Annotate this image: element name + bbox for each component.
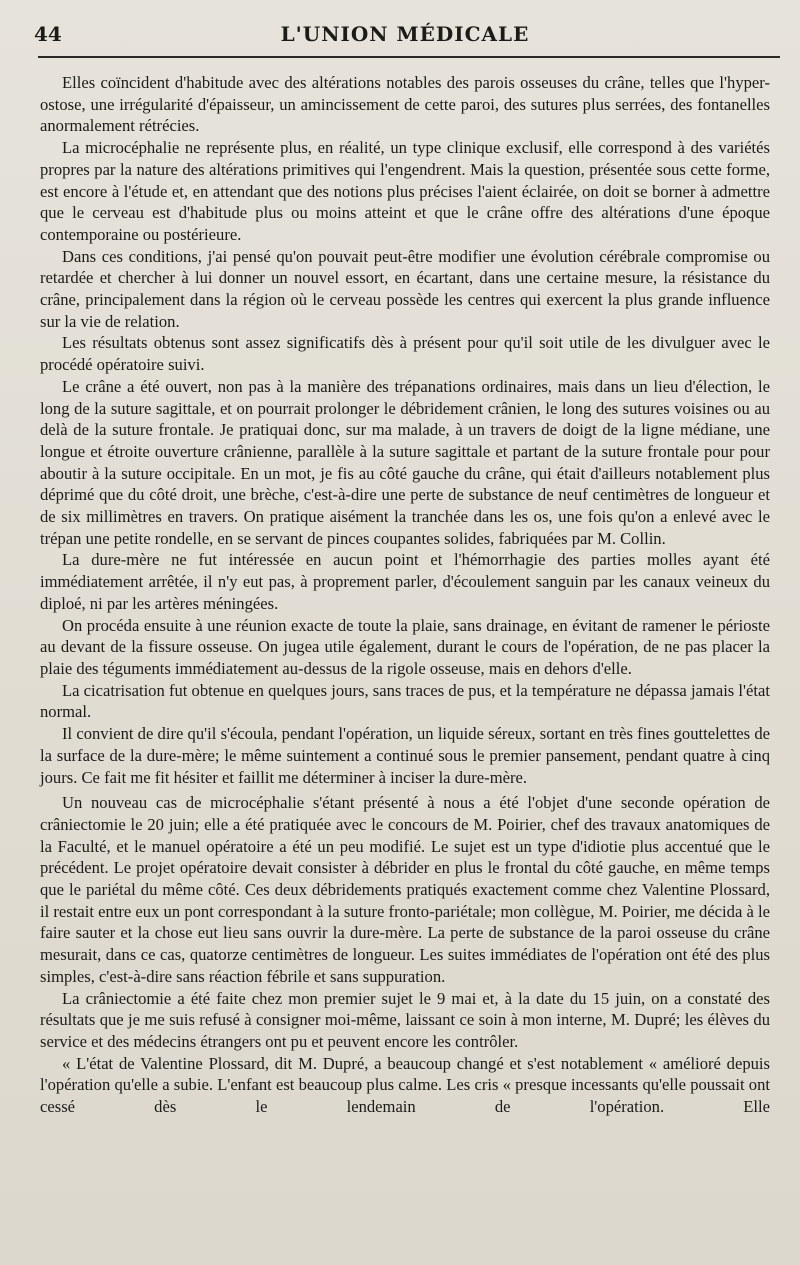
paragraph: Le crâne a été ouvert, non pas à la manière des trépanations ordinaires, mais dans un lieu d'élection, le long de la suture sagittale, et on pourrait prolonger le débridement crânien, le long des sutures voisines ou au delà de la suture frontale. Je pratiquai donc, sur ma malade, à un travers de doigt de la ligne médiane, une longue et étroite ouverture crânienne, parallèle à la suture sagittale et partant de la suture frontale pour pour aboutir à la suture occipitale. En un mot, je fis au côté gauche du crâne, qui était d'ailleurs notablement plus déprimé que du côté droit, une brèche, c'est-à-dire une perte de substance de neuf centimètres de longueur et de six millimètres en travers. On pratique aisément la tranchée dans les os, une fois qu'on a enlevé avec le trépan une petite rondelle, en se servant de pinces coupantes solides, fabriquées par M. Collin. — [40, 376, 770, 548]
paragraph: Il convient de dire qu'il s'écoula, pendant l'opération, un liquide séreux, sortant en très fines gouttelettes de la surface de la dure-mère; le même suintement a continué sous le premier pansement, pendant quatre à cinq jours. Ce fait me fit hésiter et faillit me déterminer à inciser la dure-mère. — [40, 724, 770, 787]
running-title: L'UNION MÉDICALE — [280, 22, 530, 46]
header-rule — [38, 56, 780, 58]
article-body — [40, 72, 770, 1118]
paragraph: « L'état de Valentine Plossard, dit M. Dupré, a beaucoup changé et s'est notablement « amélioré depuis l'opération qu'elle a subie. L'enfant est beaucoup plus calme. Les cris « presque incessants qu'elle poussait ont cessé dès le lendemain de l'opération. Elle — [40, 1053, 770, 1117]
paragraph: La dure-mère ne fut intéressée en aucun point et l'hémorrhagie des parties molles ayant été immédiatement arrêtée, il n'y eut pas, à proprement parler, d'écoulement sanguin par les canaux veineux du diploé, ni par les artères méningées. — [40, 550, 770, 613]
page-number: 44 — [34, 22, 62, 46]
paragraph: Un nouveau cas de microcéphalie s'étant présenté à nous a été l'objet d'une seconde opération de crâniectomie le 20 juin; elle a été pratiquée avec le concours de M. Poirier, chef des travaux anatomiques de la Faculté, et le manuel opératoire a été un peu modifié. Le sujet est un type d'idiotie plus accentué que le précédent. Le projet opératoire devait consister à débrider en plus le frontal du côté gauche, en même temps que le pariétal du même côté. Ces deux débridements pratiqués exactement comme chez Valentine Plossard, il restait entre eux un pont correspondant à la suture fronto-pariétale; mon collègue, M. Poirier, me décida à le faire sauter et la chose eut lieu sans ouvrir la dure-mère. La perte de substance de la paroi osseuse du crâne mesurait, dans ce cas, quatorze centimètres de longueur. Les suites immédiates de l'opération ont été des plus simples, c'est-à-dire sans réaction fébrile et sans suppuration. — [40, 793, 770, 986]
paragraph: La microcéphalie ne représente plus, en réalité, un type clinique exclusif, elle correspond à des variétés propres par la nature des altérations primitives qui l'engendrent. Mais la question, présentée sous cette forme, est encore à l'étude et, en attendant que des notions plus précises l'aient éclairée, on doit se borner à admettre que le cerveau est d'habitude plus ou moins atteint et que le crâne offre des altérations d'une époque contemporaine ou postérieure. — [40, 138, 770, 244]
paragraph: La crâniectomie a été faite chez mon premier sujet le 9 mai et, à la date du 15 juin, on a constaté des résultats que je me suis refusé à consigner moi-même, laissant ce soin à mon interne, M. Dupré; les élèves du service et des médecins étrangers ont pu et peuvent encore les contrôler. — [40, 988, 770, 1051]
paragraph: Elles coïncident d'habitude avec des altérations notables des parois osseuses du crâne, telles que l'hyper-ostose, une irrégularité d'épaisseur, un amincissement de cette paroi, des sutures plus serrées, des fontanelles anormalement rétrécies. — [40, 73, 770, 136]
paragraph: Les résultats obtenus sont assez significatifs dès à présent pour qu'il soit utile de les divulguer avec le procédé opératoire suivi. — [40, 333, 770, 375]
paragraph: On procéda ensuite à une réunion exacte de toute la plaie, sans drainage, en évitant de ramener le périoste au devant de la fissure osseuse. On jugea utile également, durant le cours de l'opération, de ne pas placer la plaie des téguments immédiatement au-dessus de la rigole osseuse, mais en dehors d'elle. — [40, 615, 770, 678]
page-header — [34, 16, 770, 48]
paragraph: La cicatrisation fut obtenue en quelques jours, sans traces de pus, et la température ne dépassa jamais l'état normal. — [40, 680, 770, 722]
paragraph: Dans ces conditions, j'ai pensé qu'on pouvait peut-être modifier une évolution cérébrale compromise ou retardée et chercher à lui donner un nouvel essort, en écartant, dans une certaine mesure, la résistance du crâne, principalement dans la région où le cerveau possède les centres qui exercent la plus grande influence sur la vie de relation. — [40, 246, 770, 331]
